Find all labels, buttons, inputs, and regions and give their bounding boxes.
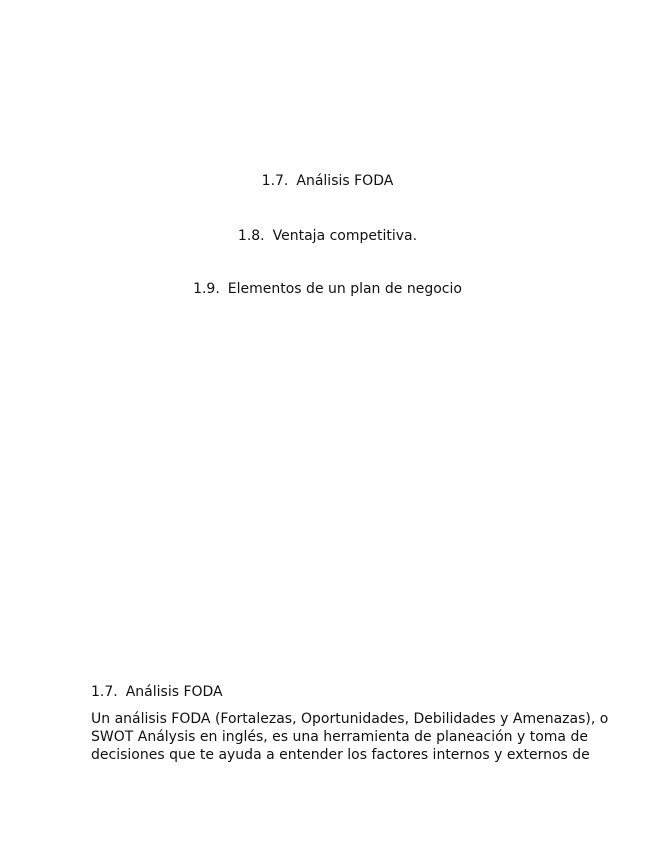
paragraph-line: SWOT Análysis en inglés, es una herramienta de planeación y toma de [91, 729, 588, 745]
paragraph-line: Un análisis FODA (Fortalezas, Oportunidades, Debilidades y Amenazas), o [91, 711, 609, 727]
section-number: 1.7. [91, 684, 118, 700]
toc-item-analisis-foda [0, 172, 655, 190]
section-title: Análisis FODA [125, 684, 223, 700]
toc-item-title: Elementos de un plan de negocio [227, 281, 462, 297]
section-heading [91, 683, 223, 701]
toc-item-elementos-plan-negocio [0, 280, 655, 298]
toc-item-title: Ventaja competitiva. [272, 228, 418, 244]
section-paragraph [91, 710, 609, 764]
toc-item-number: 1.8. [237, 228, 265, 244]
toc-item-number: 1.7. [261, 173, 289, 189]
toc-item-title: Análisis FODA [296, 173, 394, 189]
toc-item-ventaja-competitiva [0, 227, 655, 245]
toc-item-number: 1.9. [193, 281, 220, 297]
paragraph-line: decisiones que te ayuda a entender los factores internos y externos de [91, 747, 590, 763]
